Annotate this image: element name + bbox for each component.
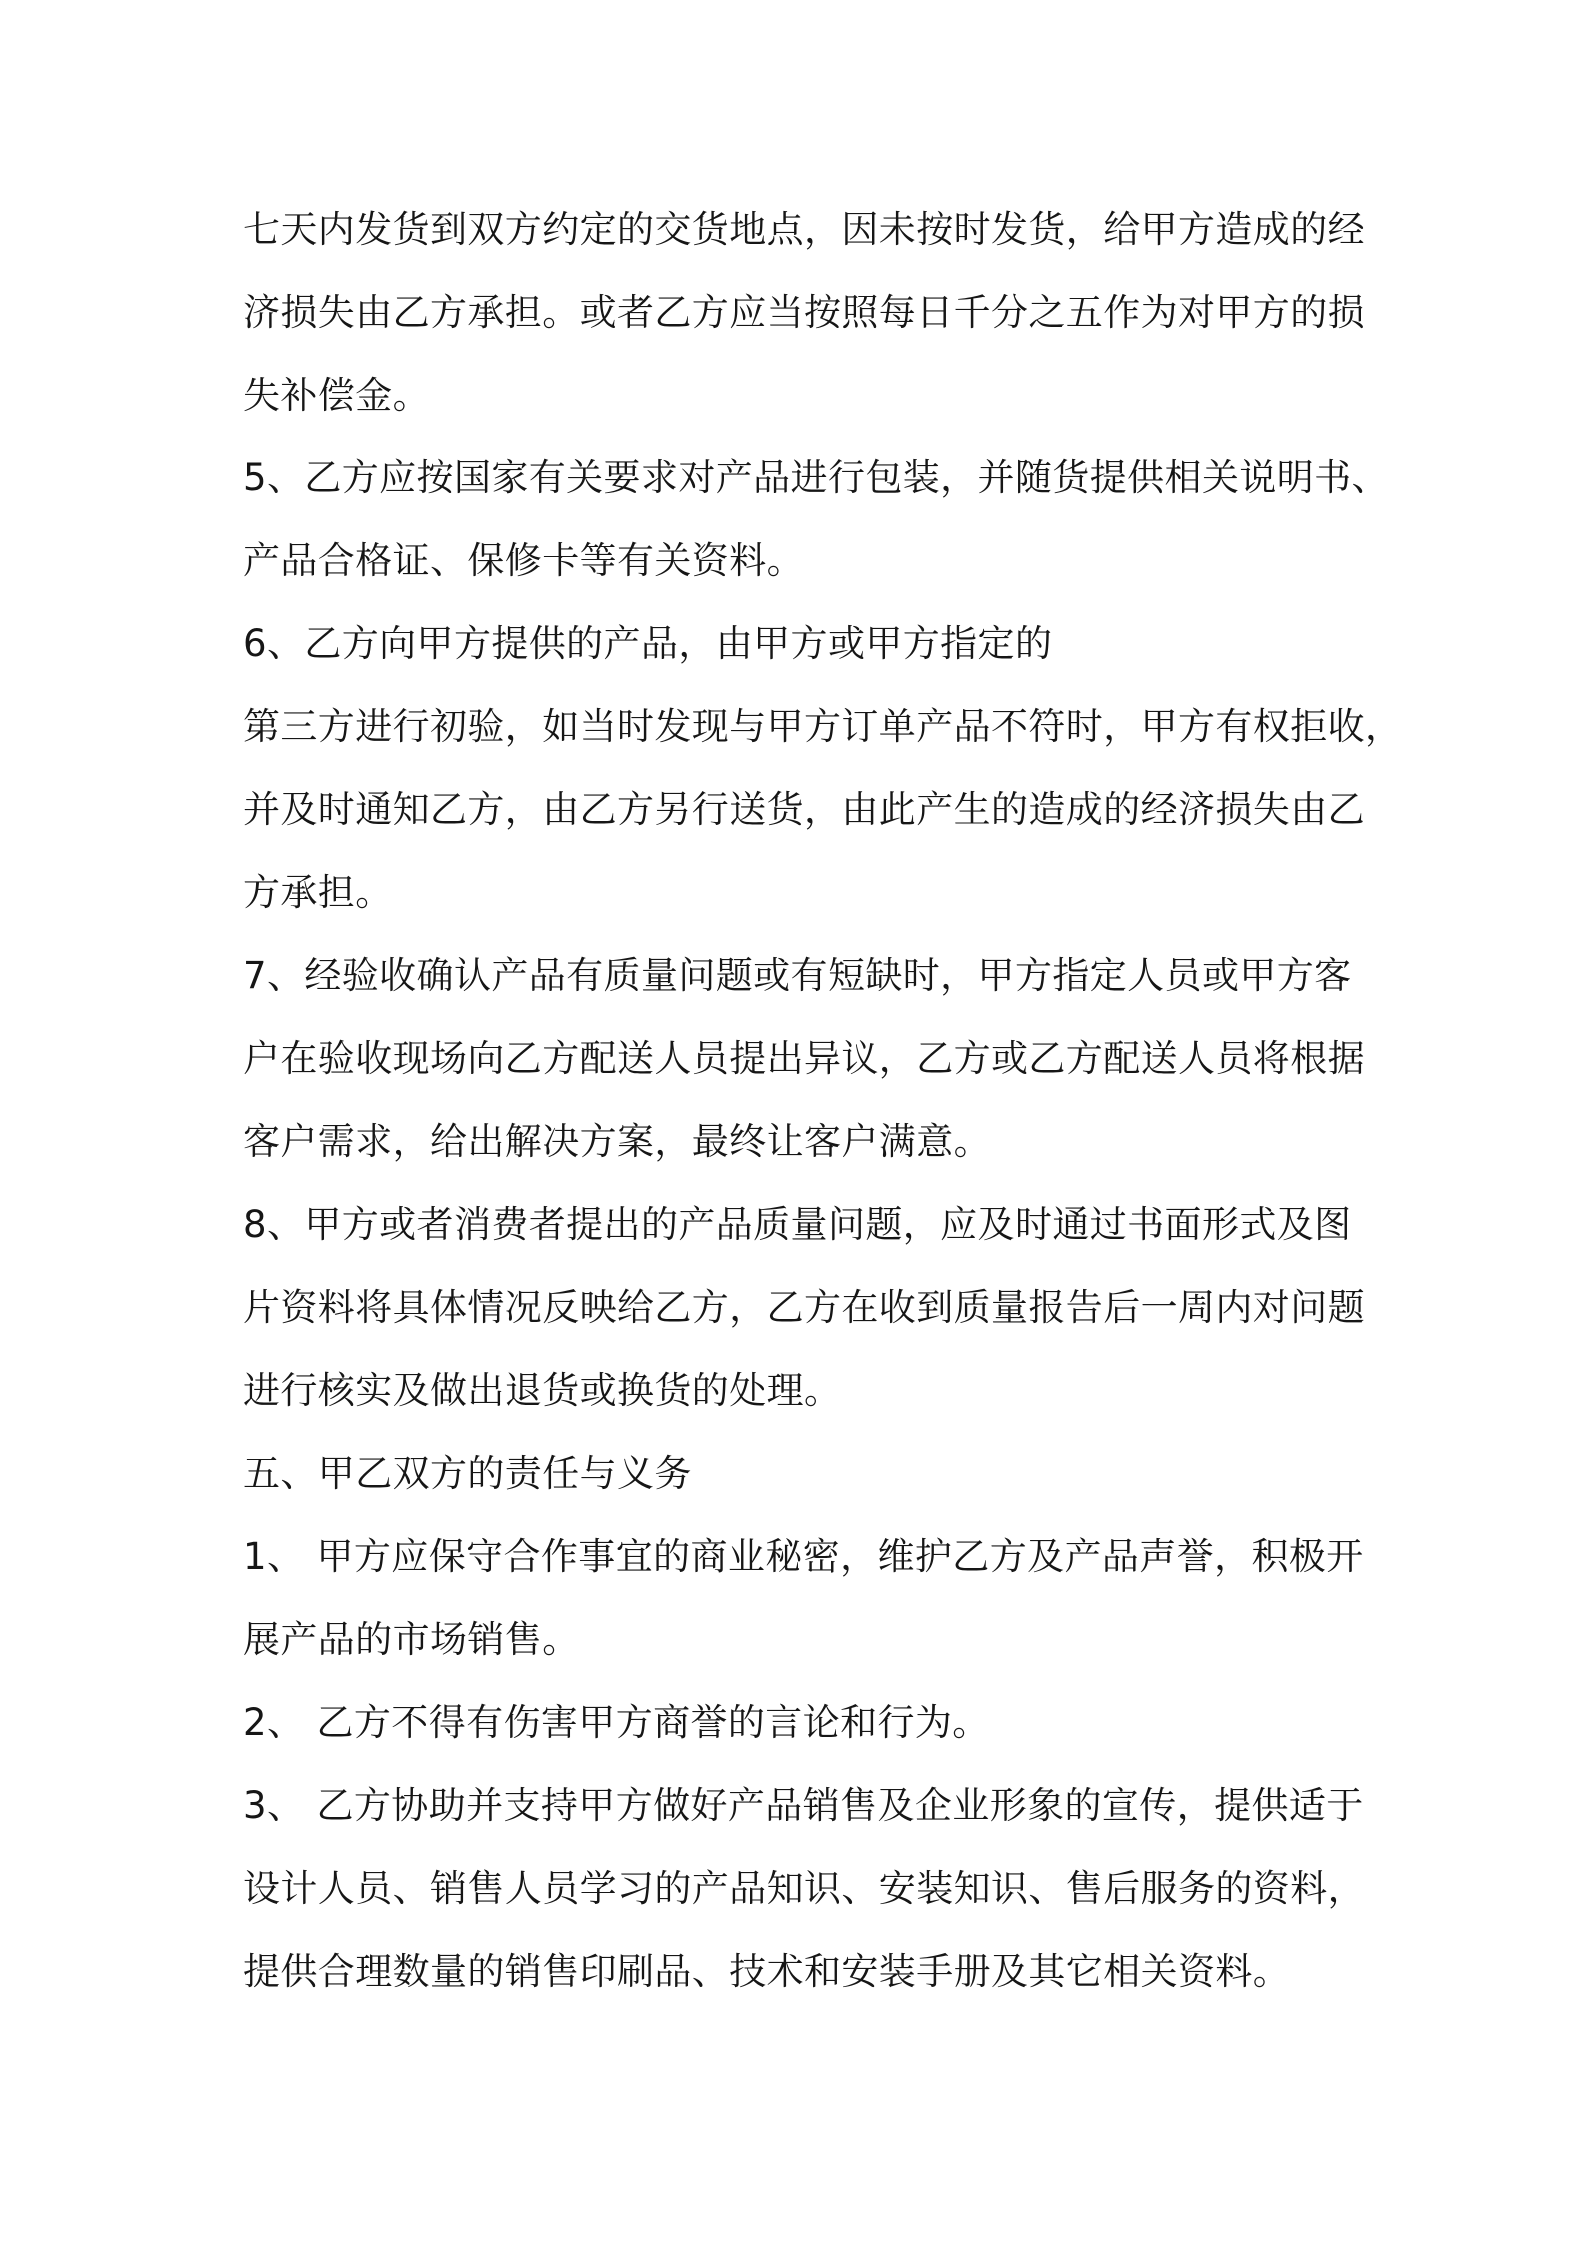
section-heading: 五、甲乙双方的责任与义务	[243, 1452, 692, 1495]
text-line: 7、经验收确认产品有质量问题或有短缺时，甲方指定人员或甲方客	[243, 954, 1352, 997]
text-line: 客户需求，给出解决方案，最终让客户满意。	[243, 1120, 991, 1163]
text-line: 进行核实及做出退货或换货的处理。	[243, 1369, 842, 1412]
text-line: 提供合理数量的销售印刷品、技术和安装手册及其它相关资料。	[243, 1950, 1291, 1993]
text-line: 1、 甲方应保守合作事宜的商业秘密，维护乙方及产品声誉，积极开	[243, 1535, 1364, 1578]
text-line: 第三方进行初验，如当时发现与甲方订单产品不符时，甲方有权拒收，	[243, 705, 1403, 748]
text-line: 6、乙方向甲方提供的产品，由甲方或甲方指定的	[243, 622, 1053, 665]
text-line: 设计人员、销售人员学习的产品知识、安装知识、售后服务的资料，	[243, 1867, 1365, 1910]
text-line: 2、 乙方不得有伤害甲方商誉的言论和行为。	[243, 1701, 990, 1744]
text-line: 失补偿金。	[243, 374, 430, 417]
text-line: 8、甲方或者消费者提出的产品质量问题，应及时通过书面形式及图	[243, 1203, 1352, 1246]
text-line: 产品合格证、保修卡等有关资料。	[243, 539, 804, 582]
text-line: 方承担。	[243, 871, 393, 914]
text-line: 七天内发货到双方约定的交货地点，因未按时发货，给甲方造成的经	[243, 208, 1365, 251]
text-line: 济损失由乙方承担。或者乙方应当按照每日千分之五作为对甲方的损	[243, 291, 1365, 334]
text-line: 5、乙方应按国家有关要求对产品进行包装，并随货提供相关说明书、	[243, 456, 1389, 499]
text-line: 户在验收现场向乙方配送人员提出异议，乙方或乙方配送人员将根据	[243, 1037, 1365, 1080]
text-line: 3、 乙方协助并支持甲方做好产品销售及企业形象的宣传，提供适于	[243, 1784, 1364, 1827]
text-line: 并及时通知乙方，由乙方另行送货，由此产生的造成的经济损失由乙	[243, 788, 1365, 831]
text-line: 展产品的市场销售。	[243, 1618, 580, 1661]
text-line: 片资料将具体情况反映给乙方，乙方在收到质量报告后一周内对问题	[243, 1286, 1365, 1329]
